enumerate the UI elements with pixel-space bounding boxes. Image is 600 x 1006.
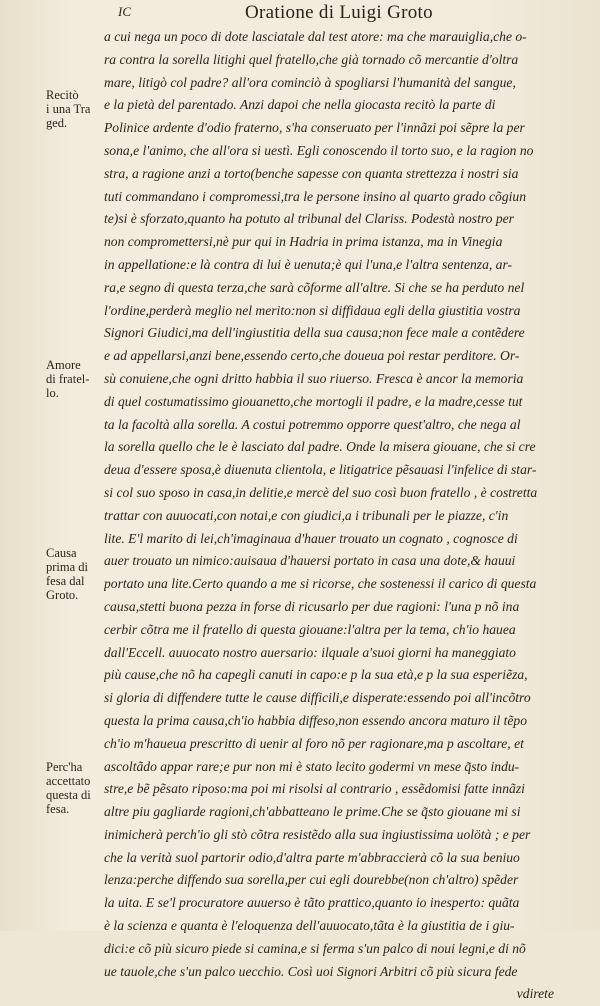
text-line: in appellatione:e là contra di lui è uenuta;è qui l'una,e l'altra sentenza, ar- — [104, 256, 513, 272]
text-line: causa,stetti buona pezza in forse di ricusarlo per due ragioni: l'una p nõ ina — [104, 598, 520, 614]
text-line: te)si è sforzato,quanto ha potuto al tribunal del Clariss. Podestà nostro per — [104, 211, 514, 227]
text-line: inimicherà perch'io gli stò cõtra resistẽdo alla sua ingiustissima uolötà ; e per — [104, 826, 531, 842]
text-line: ascoltãdo appar rare;e pur non mi è stato lecito godermi vn mese q̃sto indu- — [104, 758, 520, 774]
margin-note-line: Amore — [46, 358, 81, 372]
text-line: e ad appellarsi,anzi bene,essendo certo,che doueua poi restar perditore. Or- — [104, 348, 520, 364]
text-line: a cui nega un poco di dote lasciatale dal test atore: ma che marauiglia,che o- — [104, 29, 527, 44]
text-line: la uita. E se'l procuratore auuerso è tãto prattico,quanto io inesperto: quãta — [104, 895, 520, 911]
text-line: l'ordine,perderà meglio nel merito:non si diffidaua egli della giustitia vostra — [104, 302, 521, 318]
text-line: dici:e cõ più sicuro piede si camina,e si ferma s'un palco di noui legni,e di nõ — [104, 940, 526, 956]
text-line: portato una lite.Certo quando a me si ricorse, che sostenessi il carico di questa — [104, 576, 537, 592]
margin-note-line: Causa — [46, 546, 77, 560]
text-line: lenza:perche diffendo sua sorella,per cui egli dourebbe(non ch'altro) spẽder — [104, 872, 519, 888]
text-line: ra,e segno di questa terza,che sarà cõforme all'altre. Si che se ha perduto nel — [104, 279, 525, 295]
margin-note-recito — [46, 88, 108, 130]
text-line: lite. E'l marito di lei,ch'imaginaua d'hauer trouato un cognato , cognosce di — [104, 530, 518, 546]
margin-note-line: fesa. — [46, 802, 70, 816]
text-line: è la scienza e quanta è l'eloquenza dell'auuocato,tãta è la giustitia de i giu- — [104, 918, 515, 934]
text-line: deua d'essere sposa,è diuenuta clientola, e litigatrice pẽsauasi l'infelice di star- — [104, 462, 537, 478]
text-line: e la pietà del parentado. Anzi dapoi che nella giocasta recitò la parte di — [104, 97, 496, 113]
margin-note-line: di fratel- — [46, 372, 90, 386]
text-line: si gloria di diffendere tutte le cause difficili,e disperate:essendo poi all'incõtro — [104, 690, 531, 706]
text-line: Polinice ardente d'odio fraterno, s'ha conseruato per l'innãzi poi sẽpre la per — [104, 120, 525, 136]
text-line: si col suo sposo in casa,in delitie,e mercè del suo così buon fratello , è costretta — [104, 484, 538, 500]
text-line: ch'io m'haueua prescritto di uenir al foro nõ per ragionare,ma p ascoltare, et — [104, 735, 524, 751]
text-line: dall'Eccell. auuocato nostro auersario: ilquale a'suoi giorni ha maneggiato — [104, 644, 516, 660]
margin-note-line: Recitò — [46, 88, 79, 102]
margin-note-line: i una Tra — [46, 102, 91, 116]
body-text — [104, 26, 584, 1006]
text-line: sona,e l'animo, che all'ora si uestì. Egli conoscendo il torto suo, e la ragion no — [104, 142, 534, 158]
text-line: trattar con auuocati,con notai,e con giudici,a i tribunali per le piazze, c'in — [104, 507, 509, 523]
text-line: di quel costumatissimo giouanetto,che mortogli il padre, e la madre,cesse tut — [104, 393, 523, 409]
margin-note-line: prima di — [46, 560, 89, 574]
text-line: tuti commandano i compromessi,tra le persone insino al quarto grado cõgiun — [104, 188, 527, 204]
text-line: auer trouato un nimico:auisaua d'hauersi portato in casa una dote,& hauui — [104, 553, 516, 569]
margin-note-line: fesa dal — [46, 574, 85, 588]
margin-note-amore — [46, 358, 108, 400]
margin-note-line: Groto. — [46, 588, 79, 602]
margin-note-line: Perc'ha — [46, 760, 83, 774]
text-line: Signori Giudici,ma dell'ingiustitia della sua causa;non fece male a contẽdere — [104, 325, 525, 341]
text-line: ue tauole,che s'un palco uecchio. Così uoi Signori Arbitri cõ più sicura fede — [104, 963, 518, 979]
page-number: IC — [118, 4, 131, 19]
margin-note-percha — [46, 760, 108, 816]
margin-note-line: ged. — [46, 116, 68, 130]
text-line: ta la facoltà alla sorella. A costui potremmo opporre quest'altro, che nega al — [104, 416, 521, 432]
text-line: sù conuiene,che ogni dritto habbia il suo riuerso. Fresca è ancor la memoria — [104, 370, 524, 386]
text-line: questa la prima causa,ch'io habbia diffeso,non essendo ancora maturo il tẽpo — [104, 712, 528, 728]
text-line: mare, litigò col padre? all'ora cominciò à spogliarsi l'humanità del sangue, — [104, 74, 516, 90]
text-line: altre piu gagliarde ragioni,ch'abbatteano le prime.Che se q̃sto giouane mi si — [104, 804, 521, 820]
margin-note-line: questa di — [46, 788, 91, 802]
text-line: che la verità suol partorir odio,d'altra parte m'abbraccierà cõ la sua beniuo — [104, 849, 520, 865]
margin-note-line: lo. — [46, 386, 59, 400]
margin-note-causa — [46, 546, 108, 602]
text-line: la sorella quello che le è lasciato dal padre. Onde la misera giouane, che si cre — [104, 439, 536, 455]
text-line: stre,e bẽ pẽsato riposo:ma poi mi risolsi al contrario , essẽdomisi fatte innãzi — [104, 781, 525, 797]
text-line: cerbir cõtra me il fratello di questa giouane:l'altra per la tema, ch'io hauea — [104, 621, 516, 637]
text-line: stra, a ragione anzi a torto(benche sapesse con quanta strettezza i nostri sia — [104, 165, 519, 181]
running-head: Oratione di Luigi Groto — [245, 2, 433, 23]
text-line: ra contra la sorella litighi quel fratello,che già tornado cõ mercantie d'oltra — [104, 51, 519, 67]
text-line: più cause,che nõ ha capegli canuti in capo:e p la sua età,e p la sua esperiẽza, — [104, 667, 528, 683]
margin-note-line: accettato — [46, 774, 91, 788]
text-line: vdirete — [516, 986, 554, 1002]
text-line: non compromettersi,nè pur qui in Hadria in prima istanza, ma in Vinegia — [104, 234, 503, 250]
